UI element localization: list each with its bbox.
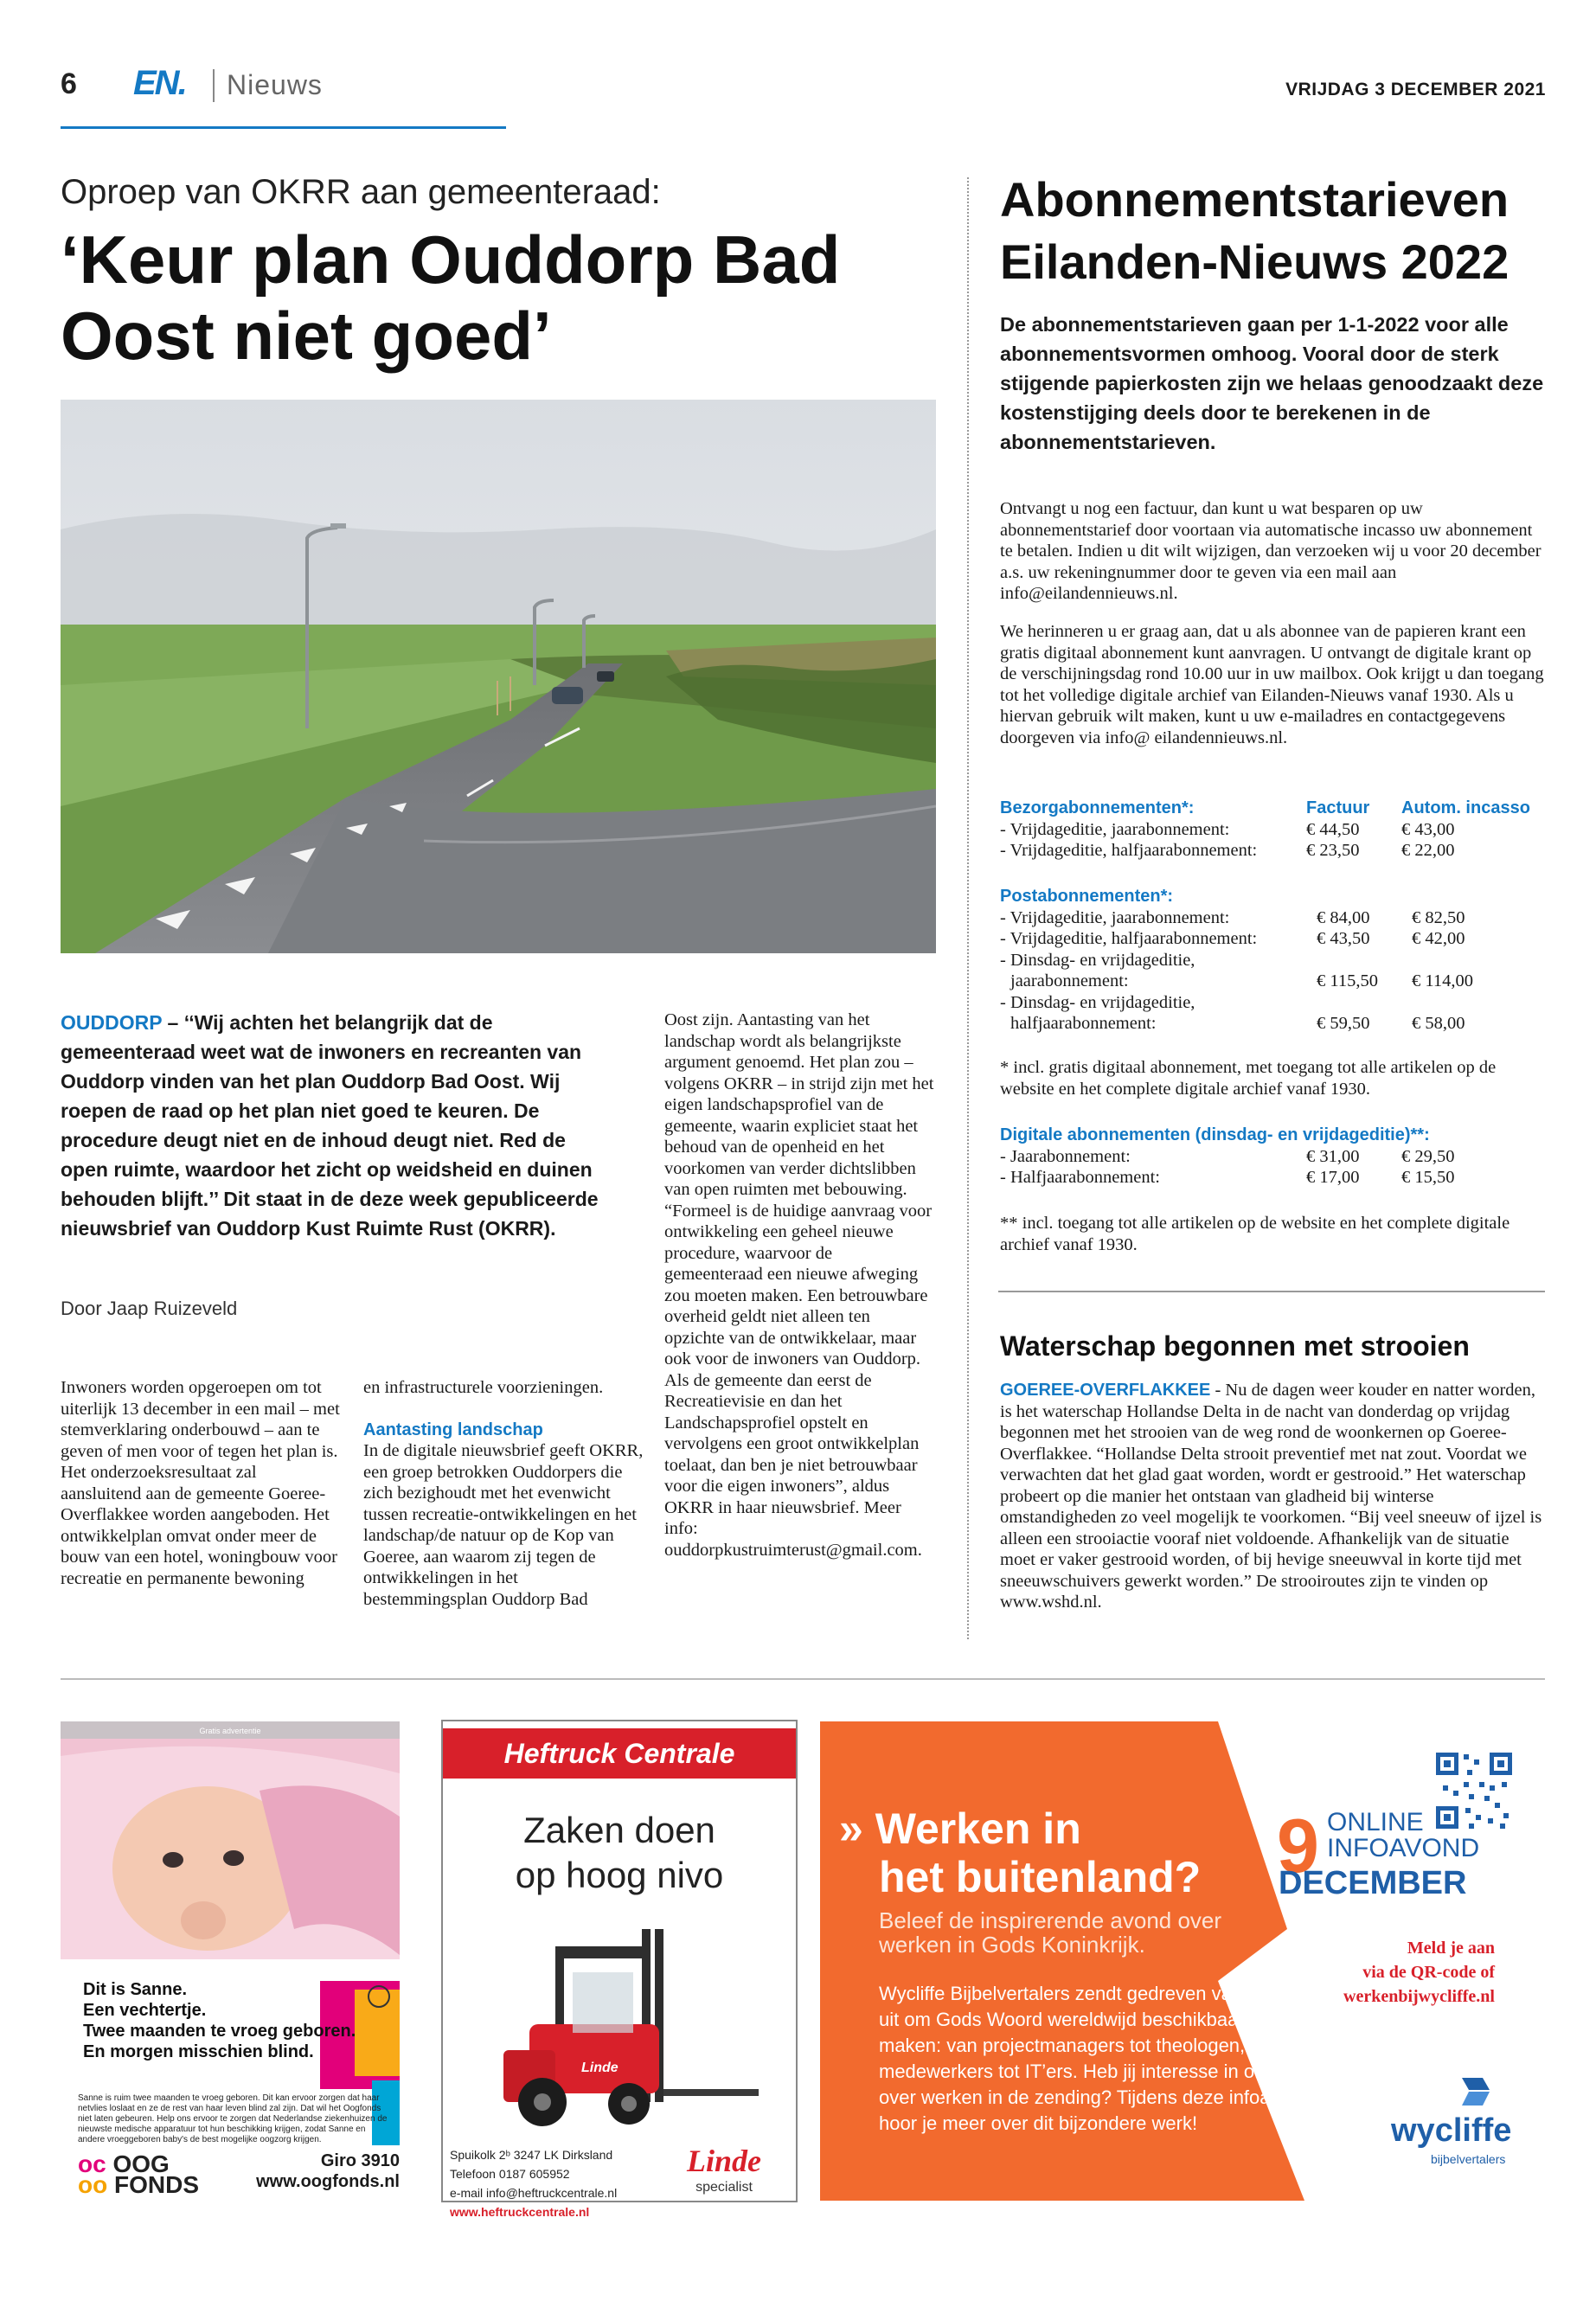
waterschap-text: - Nu de dagen weer kouder en natter worden, is het waterschap Hollandse Delta in de nacht van donderdag op vrijdag begonnen met het strooien van de weg rond de woonkernen op Goeree-Overflakkee. “Hollandse Delta strooit preventief met nat zout. Voordat we verwachten dat het glad gaat worden, wordt er gestrooid.” Het waterschap probeert op die manier het ontstaan van gladheid bij winterse omstandigheden zo veel mogelijk te voorkomen. “Bij veel sneeuw of ijzel is alleen een strooiactie vooraf niet voldoende. Afhankelijk van de situatie moet er vaker gestrooid worden, of bij hevige sneeuwval in korte tijd met sneeuwschuivers gewerkt worden.” De strooiroutes zijn te vinden op www.wshd.nl. — [1000, 1381, 1542, 1612]
subscription-subtitle: Eilanden-Nieuws 2022 — [1000, 234, 1509, 289]
wycliffe-ad[interactable] — [820, 1721, 1545, 2201]
header-rule — [61, 126, 506, 129]
ad-tag: Gratis advertentie — [199, 1727, 261, 1735]
col-header-invoice: Factuur — [1306, 798, 1370, 817]
article-column-2-text-b: In de digitale nieuwsbrief geeft OKRR, een groep betrokken Ouddorpers die zich bezighoudt met het evenwicht tussen recreatie-ontwikkelingen en het landschap/de natuur op de Kop van Goeree, aan waarom zij tegen de ontwikkelingen in het bestemmingsplan Ouddorp Bad — [363, 1441, 644, 1609]
event-day: 9 — [1277, 1803, 1319, 1888]
table-row: - Vrijdageditie, jaarabonnement: € 84,00 € 82,50 — [1000, 907, 1465, 927]
wycliffe-logo-icon — [1457, 2073, 1495, 2111]
table-row: - Vrijdageditie, jaarabonnement: € 44,50 € 43,00 — [1000, 819, 1455, 839]
subscription-paragraph-1: Ontvangt u nog een factuur, dan kunt u wat besparen op uw abonnementstarief door voortaan via automatische incasso uw abonnement te betalen. Indien u dit wilt wijzigen, dan verzoeken wij u voor 20 december a.s. uw rekeningnummer door te geven via een mail aan info@eilandennieuws.nl. — [1000, 499, 1542, 603]
page-number: 6 — [61, 67, 77, 100]
article-kicker: Oproep van OKRR aan gemeenteraad: — [61, 173, 661, 211]
issue-date: VRIJDAG 3 DECEMBER 2021 — [1285, 80, 1546, 99]
oogfonds-small-print: Sanne is ruim twee maanden te vroeg geboren. Dit kan ervoor zorgen dat haar netvlies loslaat en ze de rest van haar leven blind zal zijn. Dat wil het Oogfonds niet laten gebeuren. Help ons ervoor te zorgen dat Nederlandse ziekenhuizen de nieuwste medische apparatuur tot hun beschikking krijgen, zodat Sanne en andere vroeggeboren baby's de best mogelijke oogzorg krijgen. — [78, 2093, 388, 2144]
section-label: Nieuws — [227, 69, 323, 100]
article-byline: Door Jaap Ruizeveld — [61, 1298, 238, 1319]
heftruck-slogan: Zaken doen op hoog nivo — [515, 1810, 724, 1895]
article-dateline: OUDDORP — [61, 1011, 163, 1034]
section-rule — [998, 1291, 1545, 1292]
subscription-intro: De abonnementstarieven gaan per 1-1-2022 voor alle abonnementsvormen omhoog. Vooral door de sterk stijgende papierkosten zijn we helaas genoodzaakt deze kostenstijging deels door te berekenen in de abonnementstarieven. — [1000, 313, 1544, 453]
column-divider — [967, 177, 969, 1639]
article-column-3: Oost zijn. Aantasting van het landschap wordt als belangrijkste argument genoemd. Het plan zou – volgens OKRR – in strijd zijn met het eigen landschapsprofiel van de gemeente, waarin expliciet staat het behoud van de openheid en het voorkomen van verder dichtslibben van open ruimten met bebouwing. “Formeel is de huidige aanvraag voor ontwikkeling een geheel nieuwe procedure, waarvoor de gemeenteraad een nieuwe afweging zou moeten maken. Een betrouwbare overheid geldt niet alleen ten opzichte van de ontwikkelaar, maar ook voor de inwoners van Ouddorp. Als de gemeente dan eerst de Recreatievisie en dan het Landschapsprofiel opstelt en vervolgens een groot ontwikkelplan toelaat, dan ben je niet betrouwbaar voor die eigen inwoners”, aldus OKRR in haar nieuwsbrief. Meer info: ouddorpkustruimterust@gmail.com. — [664, 1010, 934, 1560]
event-month: DECEMBER — [1279, 1865, 1467, 1901]
wycliffe-headline: » Werken in het buitenland? — [839, 1804, 1202, 1901]
wycliffe-subheadline: Beleef de inspirerende avond over werken in Gods Koninkrijk. — [879, 1907, 1222, 1958]
ad-section-rule — [61, 1678, 1545, 1680]
article-subhead: Aantasting landschap — [363, 1420, 543, 1439]
newspaper-logo[interactable]: EN. — [133, 64, 186, 102]
article-lead — [61, 1008, 614, 1243]
article-column-1: Inwoners worden opgeroepen om tot uiterlijk 13 december in een mail – met stemverklaring onderbouwd – aan te geven of men voor of tegen het plan is. Het onderzoeksresultaat zal aansluitend aan de gemeente Goeree-Overflakkee worden aangeboden. Het ontwikkelplan omvat onder meer de bouw van een hotel, woningbouw voor recreatie en permanente bewoning — [61, 1378, 340, 1588]
digital-rates-heading: Digitale abonnementen (dinsdag- en vrijdageditie)**: — [1000, 1125, 1430, 1144]
register-callout: Meld je aan via de QR-code of werkenbijwycliffe.nl — [1343, 1939, 1495, 2006]
table-row: - Halfjaarabonnement: € 17,00 € 15,50 — [1000, 1168, 1455, 1187]
digital-rates-table — [1000, 1125, 1455, 1189]
truck-brand: Linde — [581, 2061, 619, 2075]
delivery-rates-heading: Bezorgabonnementen*: — [1000, 798, 1195, 817]
postal-rates-table — [1000, 886, 1473, 1035]
road-landscape-photo — [61, 400, 936, 953]
linde-specialist: specialist — [695, 2180, 753, 2195]
oogfonds-ad[interactable] — [61, 1721, 400, 2198]
col-header-direct-debit: Autom. incasso — [1401, 798, 1530, 817]
oogfonds-logo: oc OOG oo FONDS — [78, 2150, 199, 2198]
oogfonds-contact: Giro 3910 www.oogfonds.nl — [256, 2151, 400, 2191]
forklift-illustration — [478, 1920, 763, 2137]
heftruck-banner — [443, 1721, 796, 1785]
wycliffe-logo: wycliffe — [1391, 2112, 1512, 2149]
table-row: - Dinsdag- en vrijdageditie, — [1000, 950, 1195, 970]
wycliffe-body: Wycliffe Bijbelvertalers zendt gedreven vakmensen uit om Gods Woord wereldwijd beschikbaar te maken: van projectmanagers tot theologen, van HR-medewerkers tot IT’ers. Heb jij interesse in of vragen over werken in de zending? Tijdens deze infoavond hoor je meer over dit bijzondere werk! — [879, 1983, 1324, 2134]
table-row: - Jaarabonnement: € 31,00 € 29,50 — [1000, 1146, 1455, 1166]
article-lead-text: – ‘‘Wij achten het belangrijk dat de gemeenteraad weet wat de inwoners en recreanten van Ouddorp vinden van het plan Ouddorp Bad Oost. Wij roepen de raad op het plan niet goed te keuren. De procedure deugt niet en de inhoud deugt niet. Red de open ruimte, waardoor het zicht op weidsheid en duinen behouden blijft.’’ Dit staat in de deze week gepubliceerde nieuwsbrief van Ouddorp Kust Ruimte Rust (OKRR). — [61, 1011, 599, 1240]
waterschap-dateline: GOEREE-OVERFLAKKEE — [1000, 1381, 1211, 1400]
heftruck-ad[interactable] — [441, 1720, 798, 2219]
table-row: - Dinsdag- en vrijdageditie, — [1000, 992, 1195, 1012]
article-column-2-text-a: en infrastructurele voorzieningen. — [363, 1378, 604, 1397]
subscription-footnote-2: ** incl. toegang tot alle artikelen op de website en het complete digitale archief vanaf 1930. — [1000, 1214, 1510, 1254]
baby-illustration — [61, 1721, 400, 2145]
heftruck-address: Spuikolk 2ᵇ 3247 LK Dirksland Telefoon 0187 605952 e-mail info@heftruckcentrale.nl www.heftruckcentrale.nl — [450, 2148, 618, 2219]
table-row: jaarabonnement: € 115,50 € 114,00 — [1010, 971, 1473, 990]
waterschap-headline: Waterschap begonnen met strooien — [1000, 1330, 1470, 1362]
table-row: halfjaarabonnement: € 59,50 € 58,00 — [1010, 1014, 1465, 1033]
article-headline: ‘Keur plan Ouddorp Bad Oost niet goed’ — [61, 221, 841, 374]
baby-photo — [61, 1721, 400, 2145]
subscription-paragraph-2: We herinneren u er graag aan, dat u als abonnee van de papieren krant een gratis digitaal abonnement kunt aanvragen. U ontvangt de digitale krant op de verschijningsdag rond 10.00 uur in uw mailbox. Ook krijgt u dan toegang tot het volledige digitale archief van Eilanden-Nieuws vanaf 1930. Als u hiervan gebruik wilt maken, kunt u uw e-mailadres en contactgegevens doorgeven via info@ eilandennieuws.nl. — [1000, 622, 1544, 747]
header-separator — [213, 69, 215, 102]
wycliffe-logo-sub: bijbelvertalers — [1431, 2152, 1506, 2166]
linde-logo: Linde — [687, 2144, 761, 2178]
heftruck-logo: Heftruck Centrale — [443, 1728, 796, 1779]
subscription-title: Abonnementstarieven — [1000, 172, 1509, 227]
article-photo — [61, 400, 936, 953]
event-type: ONLINE INFOAVOND — [1327, 1808, 1480, 1862]
subscription-footnote-1: * incl. gratis digitaal abonnement, met toegang tot alle artikelen op de website en het complete digitale archief vanaf 1930. — [1000, 1058, 1497, 1099]
oogfonds-message: Dit is Sanne. Een vechtertje. Twee maanden te vroeg geboren. En morgen misschien blind. — [83, 1980, 356, 2061]
article-column-2 — [363, 1377, 644, 1610]
delivery-rates-table — [1000, 798, 1530, 862]
waterschap-body — [1000, 1380, 1547, 1613]
table-row: - Vrijdageditie, halfjaarabonnement: € 43,50 € 42,00 — [1000, 929, 1465, 948]
table-row: - Vrijdageditie, halfjaarabonnement: € 23,50 € 22,00 — [1000, 841, 1455, 860]
postal-rates-heading: Postabonnementen*: — [1000, 887, 1174, 906]
